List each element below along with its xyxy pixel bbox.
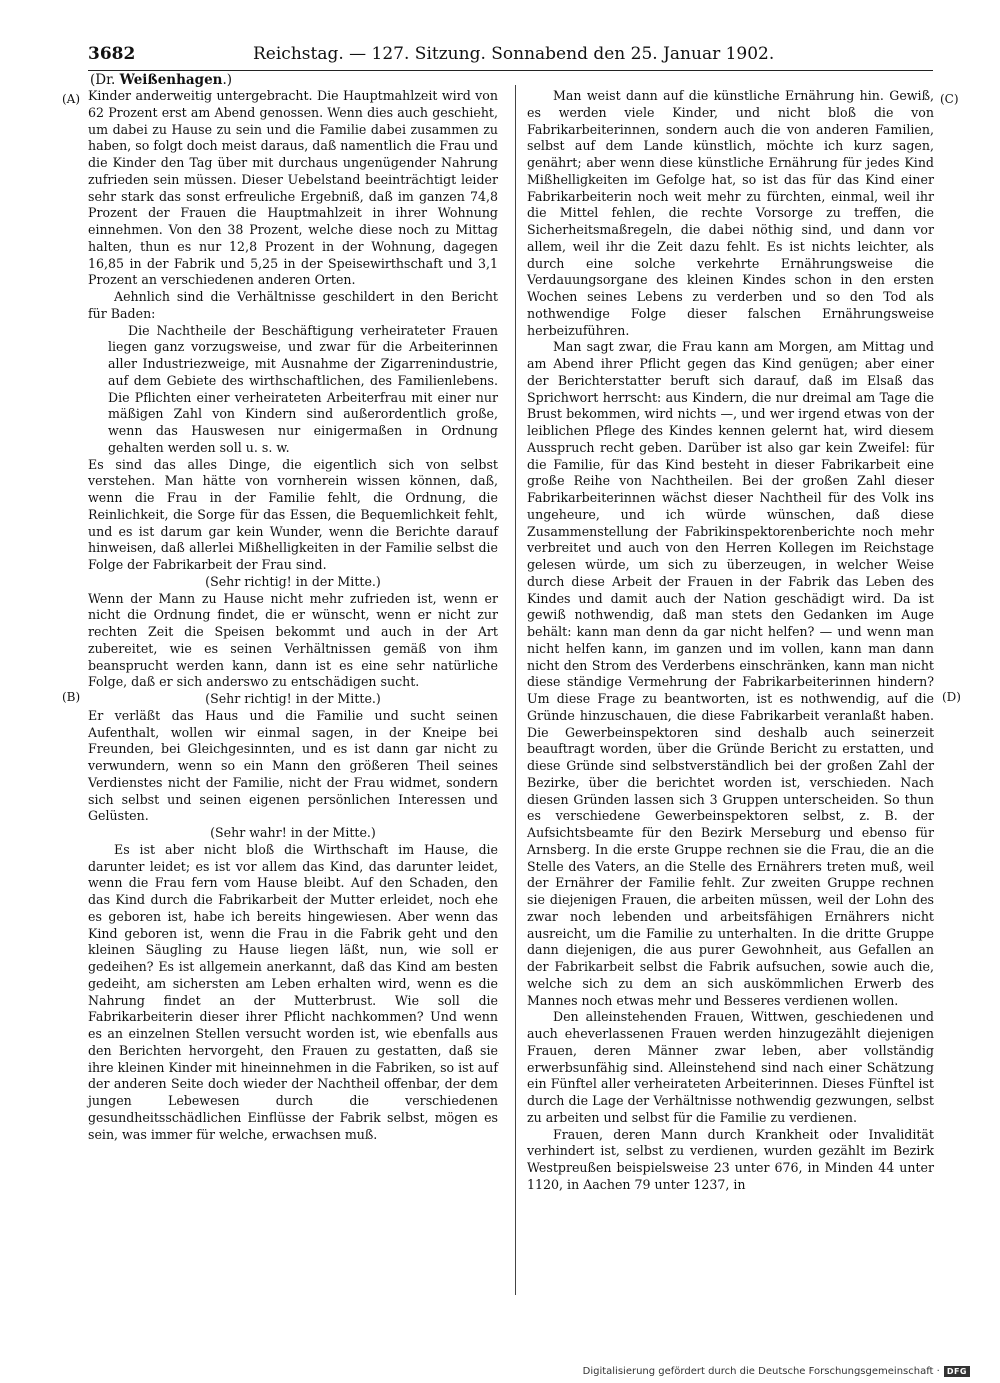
interjection: (Sehr richtig! in der Mitte.)	[205, 691, 381, 706]
speaker-close: .)	[222, 72, 233, 88]
paragraph: Es ist aber nicht bloß die Wirthschaft im Hause, die darunter leidet; es ist vor allem das Kind, das darunter leidet, wenn die Frau fern vom Hause bleibt. Auf den Schaden, den das Kind durch die Fabrikarbeit der Mutter erleidet, noch ehe es geboren ist, habe ich bereits hingewiesen. Aber wenn das Kind geboren ist, wenn die Frau in die Fabrik geht und den kleinen Säugling zu Hause liegen läßt, nun, wie soll er gedeihen? Es ist allgemein anerkannt, daß das Kind am besten gedeiht, am sichersten am Leben erhalten wird, wenn es die Nahrung findet an der Mutterbrust. Wie soll die Fabrikarbeiterin dieser ihrer Pflicht nachkommen? Und wenn es an einzelnen Stellen versucht worden ist, wie ebenfalls aus den Berichten hervorgeht, den Frauen zu gestatten, daß sie ihre kleinen Kinder mit hineinnehmen in die Fabriken, so ist auf der anderen Seite doch wieder der Nachtheil offenbar, der dem jungen Lebewesen durch die verschiedenen gesundheitsschädlichen Einflüsse der Fabrik selbst, mögen es sein, was immer für welche, erwachsen muß.	[88, 841, 498, 1142]
margin-mark-c: (C)	[940, 92, 959, 106]
margin-mark-b: (B)	[62, 690, 81, 704]
paragraph: Frauen, deren Mann durch Krankheit oder Invalidität verhindert ist, selbst zu verdienen, wurden gezählt im Bezirk Westpreußen beispielsweise 23 unter 676, in Minden 44 unter 1120, in Aachen 79 unter 1237, in	[527, 1126, 934, 1192]
interjection: (Sehr richtig! in der Mitte.)	[205, 573, 381, 589]
footer-credit: Digitalisierung gefördert durch die Deutsche Forschungsgemeinschaft ·	[582, 1366, 940, 1377]
running-head: Reichstag. — 127. Sitzung. Sonnabend den 25. Januar 1902.	[253, 44, 775, 64]
paragraph: Er verläßt das Haus und die Familie und sucht seinen Aufenthalt, wollen wir einmal sagen, in der Kneipe bei Freunden, bei Gleichgesinnten, und es ist dann gar nicht zu verwundern, wenn so ein Mann den größeren Theil seines Verdienstes nicht der Familie, nicht der Frau widmet, sondern sich selbst und seinen eigenen persönlichen Interessen und Gelüsten.	[88, 707, 498, 824]
interjection: (Sehr wahr! in der Mitte.)	[210, 825, 376, 840]
dfg-logo: DFG	[944, 1366, 970, 1377]
paragraph: Es sind das alles Dinge, die eigentlich sich von selbst verstehen. Man hätte von vornherein wissen können, daß, wenn die Frau in der Familie fehlt, die Ordnung, die Reinlichkeit, die Sorge für das Essen, die Bequemlichkeit fehlt, und es ist darum gar kein Wunder, wenn die Berichte darauf hinweisen, daß allerlei Mißhelligkeiten in der Familie selbst die Folge der Fabrikarbeit der Frau sind.	[88, 456, 498, 572]
paragraph: Man weist dann auf die künstliche Ernährung hin. Gewiß, es werden viele Kinder, und nicht bloß die von Fabrikarbeiterinnen, sondern auch die von anderen Familien, selbst auf dem Lande künstlich, möchte ich kurz sagen, genährt; aber wenn diese künstliche Ernährung für jedes Kind Mißhelligkeiten im Gefolge hat, so ist das für das Kind einer Fabrikarbeiterin noch weit mehr zu fürchten, einmal, weil ihr die Mittel fehlen, die rechte Vorsorge zu treffen, die Sicherheitsmaßregeln, die dabei nöthig sind, und dann vor allem, weil ihr die Zeit dazu fehlt. Es ist nichts leichter, als durch eine solche verkehrte Ernährungsweise die Verdauungsorgane des kleinen Kindes schon in den ersten Wochen seines Lebens zu verderben und so den Tod als nothwendige Folge dieser falschen Ernährungsweise herbeizuführen.	[527, 88, 934, 338]
footer	[583, 1366, 970, 1377]
margin-mark-d: (D)	[942, 690, 961, 704]
paragraph: Wenn der Mann zu Hause nicht mehr zufrieden ist, wenn er nicht die Ordnung findet, die er wünscht, wenn er nicht zur rechten Zeit die Speisen bekommt und auch in der Art zubereitet, wie es seinen Verhältnissen gemäß von ihm beansprucht werden kann, dann ist es eine sehr natürliche Folge, daß er sich anderswo zu entschädigen sucht.	[88, 590, 498, 690]
page-number: 3682	[88, 44, 136, 64]
page-header	[88, 40, 933, 71]
speaker-open: (Dr.	[90, 72, 120, 88]
left-column	[88, 88, 498, 1143]
margin-mark-a: (A)	[62, 92, 81, 106]
speaker-attribution	[90, 72, 232, 88]
paragraph: Man sagt zwar, die Frau kann am Morgen, am Mittag und am Abend ihrer Pflicht gegen das Kind genügen; aber einer der Berichterstatter beruft sich darauf, daß im Elsaß das Sprichwort herrscht: aus Kindern, die nur dreimal am Tage die Brust bekommen, wird nichts —, und wer irgend etwas von der leiblichen Pflege des Kindes kennen gelernt hat, wird diesem Ausspruch recht geben. Darüber ist also gar kein Zweifel: für die Familie, für das Kind besteht in dieser Fabrikarbeit eine große Reihe von Nachtheilen. Bei der großen Zahl dieser Fabrikarbeiterinnen wächst dieser Nachtheil für des Volk ins ungeheure, und ich würde wünschen, daß diese Zusammenstellung der Fabrikinspektorenberichte noch mehr verbreitet und auch von den Herren Kollegen im Reichstage gelesen würde, um sich zu überzeugen, in welcher Weise durch diese Arbeit der Frauen in der Fabrik das Leben des Kindes und damit auch der Nation geschädigt wird. Da ist gewiß nothwendig, daß man stets den Gedanken im Auge behält: kann man denn da gar nicht helfen? — und wenn man nicht helfen kann, im ganzen und im vollen, kann man dann nicht den Strom des Verderbens einschränken, kann man nicht diese ständige Vermehrung der Fabrikarbeiterinnen hindern? Um diese Frage zu beantworten, ist es nothwendig, auf die Gründe hinzuschauen, die diese Fabrikarbeit veranlaßt haben. Die Gewerbeinspektoren sind deshalb auch seinerzeit beauftragt worden, über die Gründe Bericht zu erstatten, und diese Gründe sind selbstverständlich bei der großen Zahl der Bezirke, über die berichtet worden ist, verschieden. Nach diesen Gründen lassen sich 3 Gruppen unterscheiden. So thun es verschiedene Gewerbeinspektoren selbst, z. B. der Aufsichtsbeamte für den Bezirk Merseburg und ebenso für Arnsberg. In die erste Gruppe rechnen sie die Frau, die an die Stelle des Vaters, an die Stelle des Ernährers treten muß, weil der Ernährer der Familie fehlt. Zur zweiten Gruppe rechnen sie diejenigen Frauen, die arbeiten müssen, weil der Lohn des zwar noch lebenden und arbeitsfähigen Ernährers nicht ausreicht, um die Familie zu unterhalten. In die dritte Gruppe dann diejenigen, die aus purer Gewohnheit, aus Gefallen an der Fabrikarbeit selbst die Fabrik aufsuchen, sowie auch die, welche sich zu dem an sich auskömmlichen Erwerb des Mannes noch etwas mehr und Besseres verdienen wollen.	[527, 339, 934, 1008]
paragraph: Kinder anderweitig untergebracht. Die Hauptmahlzeit wird von 62 Prozent erst am Abend genossen. Wenn dies auch geschieht, um dabei zu Hause zu sein und die Familie dabei zusammen zu haben, so folgt doch meist daraus, daß namentlich die Frau und die Kinder den Tag über mit durchaus ungenügender Nahrung zufrieden sein müssen. Dieser Uebelstand beeinträchtigt leider sehr stark das sonst erfreuliche Ergebniß, daß im ganzen 74,8 Prozent der Frauen die Hauptmahlzeit in ihrer Wohnung einnehmen. Von den 38 Prozent, welche diese noch zu Mittag halten, thun es nur 12,8 Prozent in der Wohnung, dagegen 16,85 in der Fabrik und 5,25 in der Speisewirthschaft und 3,1 Prozent an verschiedenen anderen Orten.	[88, 88, 498, 288]
speaker-name: Weißenhagen	[119, 72, 223, 88]
paragraph: Die Nachtheile der Beschäftigung verheirateter Frauen liegen ganz vorzugsweise, und zwar für die Arbeiterinnen aller Industriezweige, mit Ausnahme der Zigarrenindustrie, auf dem Gebiete des wirthschaftlichen, des Familienlebens. Die Pflichten einer verheirateten Arbeiterfrau mit einer nur mäßigen Zahl von Kindern sind außerordentlich große, wenn das Hauswesen nur einigermaßen in Ordnung gehalten werden soll u. s. w.	[108, 322, 498, 455]
paragraph: Den alleinstehenden Frauen, Wittwen, geschiedenen und auch eheverlassenen Frauen werden hinzugezählt diejenigen Frauen, deren Männer zwar leben, aber vollständig erwerbsunfähig sind. Alleinstehend sind nach einer Schätzung ein Fünftel aller verheirateten Arbeiterinnen. Dieses Fünftel ist durch die Lage der Verhältnisse nothwendig gezwungen, selbst zu arbeiten und selbst für die Familie zu verdienen.	[527, 1009, 934, 1125]
column-divider	[515, 85, 516, 1295]
right-column	[527, 88, 934, 1194]
paragraph: Aehnlich sind die Verhältnisse geschildert in den Bericht für Baden:	[88, 289, 498, 321]
